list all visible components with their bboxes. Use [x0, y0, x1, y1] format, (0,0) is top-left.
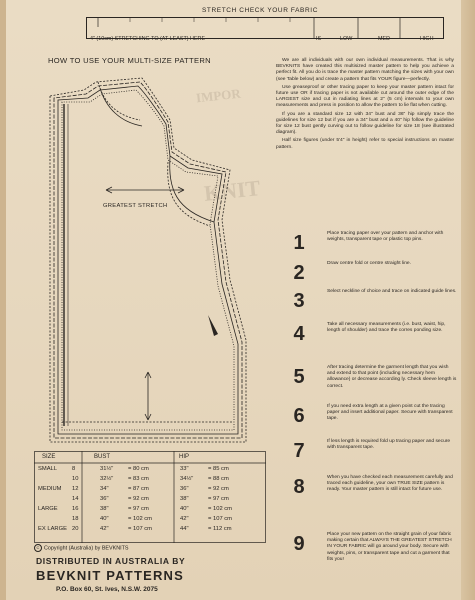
table-cell: 38"	[100, 506, 109, 512]
table-row	[34, 486, 266, 496]
table-cell: 44"	[180, 526, 189, 532]
stretch-level-is: IS	[316, 36, 322, 42]
table-cell: = 97 cm	[128, 506, 149, 512]
table-cell: = 87 cm	[128, 486, 149, 492]
size-column-header: SIZE	[42, 454, 56, 460]
copyright-notice	[34, 544, 128, 552]
step-number: 3	[293, 290, 305, 312]
table-cell: 42"	[180, 516, 189, 522]
multi-size-pattern-diagram	[0, 60, 275, 455]
step-4	[283, 320, 458, 356]
step-number: 2	[293, 262, 305, 284]
table-cell: 20	[72, 526, 79, 532]
table-row	[34, 496, 266, 506]
table-cell: = 102 cm	[128, 516, 153, 522]
step-text: Draw centre fold or centre straight line.	[327, 261, 411, 266]
table-cell: = 80 cm	[128, 466, 149, 472]
brand-name: BEVKNIT PATTERNS	[36, 568, 185, 583]
postal-address: P.O. Box 60, St. Ives, N.S.W. 2075	[56, 586, 158, 593]
how-to-heading: HOW TO USE YOUR MULTI-SIZE PATTERN	[48, 56, 211, 65]
step-text: If you need extra length at a given point cut the tracing paper and insert additional paper. Secure with transparent tape.	[327, 404, 453, 422]
show-through-text: IMPOR	[195, 85, 242, 106]
intro-paragraph-4: Half size figures (under 5'4" in height) refer to special instructions on master pattern.	[276, 138, 454, 150]
table-row	[34, 526, 266, 536]
intro-paragraph-2: Use greaseproof or other tracing paper to keep your master pattern intact for future use OR if tracing paper is not available cut around the outer edge of the LARGEST size and cut in radiating lines at 2" (5 cm) intervals to your own measurements and press in position to allow the pattern to lie flat when cutting.	[276, 84, 454, 109]
step-text: Place your new pattern on the straight grain of your fabric making certain that ALWAYS THE GREATEST STRETCH IN YOUR FABRIC will go around your body. Secure with weights, pins, or transparent tape and cut a garment that fits you!	[327, 532, 452, 562]
step-6	[283, 402, 458, 438]
step-number: 5	[293, 366, 305, 388]
stretch-level-high: HIGH	[420, 36, 434, 42]
table-cell: = 92 cm	[208, 486, 229, 492]
intro-paragraph-1: We are all individuals with our own individual measurements. That is why BEVKNITS have created this multisized master pattern to help you achieve a perfect fit. All you do is trace the master pattern matching the sizes with your own (see Table below) and create a pattern that fits YOUR figure—perfectly.	[276, 58, 454, 82]
step-number: 8	[293, 476, 305, 498]
intro-paragraph-3: If you are a standard size 12 with 34" bust and 36" hip simply trace the guidelines for size 12 but if you are a 34" bust and a 40" hip follow the guideline for size 12 bust gently curving out to follow guideline for size 18 (see illustrated diagram).	[276, 111, 454, 136]
table-row	[34, 516, 266, 526]
table-cell: = 92 cm	[128, 496, 149, 502]
step-3	[283, 287, 458, 323]
stretch-arrow-line: ---------------------------------------	[236, 36, 307, 42]
step-number: 4	[293, 323, 305, 345]
copyright-icon: C	[34, 544, 42, 552]
table-cell: 36"	[180, 486, 189, 492]
step-number: 6	[293, 405, 305, 427]
hip-column-header: HIP	[179, 454, 190, 460]
table-row	[34, 476, 266, 486]
step-number: 1	[293, 232, 305, 254]
step-text: When you have checked each measurement carefully and traced each guideline, your own TRUE SIZE pattern is ready. Your master pattern is still intact for future use.	[327, 475, 453, 493]
step-text: If less length is required fold up tracing paper and secure with transparent tape.	[327, 439, 451, 451]
table-cell: EX LARGE	[38, 526, 67, 532]
table-cell: 34½"	[180, 476, 194, 482]
table-cell: 10	[72, 476, 79, 482]
table-row	[34, 466, 266, 476]
table-cell: 18	[72, 516, 79, 522]
table-cell: MEDIUM	[38, 486, 62, 492]
table-cell: LARGE	[38, 506, 58, 512]
table-cell: 14	[72, 496, 79, 502]
distributed-by: DISTRIBUTED IN AUSTRALIA BY	[36, 556, 186, 566]
step-7	[283, 437, 458, 473]
table-cell: = 88 cm	[208, 476, 229, 482]
table-cell: SMALL	[38, 466, 58, 472]
bust-column-header: BUST	[94, 454, 111, 460]
step-9	[283, 530, 458, 566]
stretch-gauge-ticks	[0, 0, 475, 50]
step-number: 9	[293, 533, 305, 555]
stretch-check-line: 4" (10cm) STRETCHING TO (AT LEAST) HERE	[90, 36, 206, 42]
step-text: After tracing determine the garment length that you wish and extend to that point (including necessary hem allowance) or decrease according ly. Check sleeve length is correct.	[327, 365, 457, 389]
step-5	[283, 363, 458, 399]
step-text: Select neckline of choice and trace on indicated guide lines.	[327, 289, 457, 294]
copyright-text: Copyright (Australia) by BEVKNITS	[44, 545, 129, 552]
table-cell: 31½"	[100, 466, 114, 472]
table-cell: = 83 cm	[128, 476, 149, 482]
table-cell: 32½"	[100, 476, 114, 482]
table-cell: = 97 cm	[208, 496, 229, 502]
step-number: 7	[293, 440, 305, 462]
table-cell: 8	[72, 466, 76, 472]
table-cell: = 85 cm	[208, 466, 229, 472]
table-cell: = 107 cm	[128, 526, 153, 532]
table-cell: 38"	[180, 496, 189, 502]
table-cell: 33"	[180, 466, 189, 472]
size-table	[34, 451, 266, 543]
step-text: Place tracing paper over your pattern and anchor with weights, transparent tape or plastic top pins.	[327, 231, 444, 243]
table-cell: 42"	[100, 526, 109, 532]
stretch-check-title: STRETCH CHECK YOUR FABRIC	[201, 7, 318, 14]
table-cell: 40"	[180, 506, 189, 512]
table-cell: 12	[72, 486, 79, 492]
intro-text	[276, 58, 454, 153]
stretch-level-med: MED	[378, 36, 390, 42]
step-text: Take all necessary measurements (i.e. bust, waist, hip, length of shoulder) and trace the corres ponding size.	[327, 322, 446, 334]
table-cell: 16	[72, 506, 79, 512]
table-cell: 36"	[100, 496, 109, 502]
sheet-right-edge	[461, 0, 475, 600]
stretch-level-low: LOW	[340, 36, 353, 42]
show-through-text-2: KNIT	[202, 175, 262, 206]
table-row	[34, 506, 266, 516]
table-cell: = 107 cm	[208, 516, 233, 522]
table-cell: = 102 cm	[208, 506, 233, 512]
greatest-stretch-label: GREATEST STRETCH	[103, 203, 168, 209]
table-cell: = 112 cm	[208, 526, 232, 532]
step-8	[283, 473, 458, 509]
table-cell: 34"	[100, 486, 109, 492]
table-cell: 40"	[100, 516, 109, 522]
